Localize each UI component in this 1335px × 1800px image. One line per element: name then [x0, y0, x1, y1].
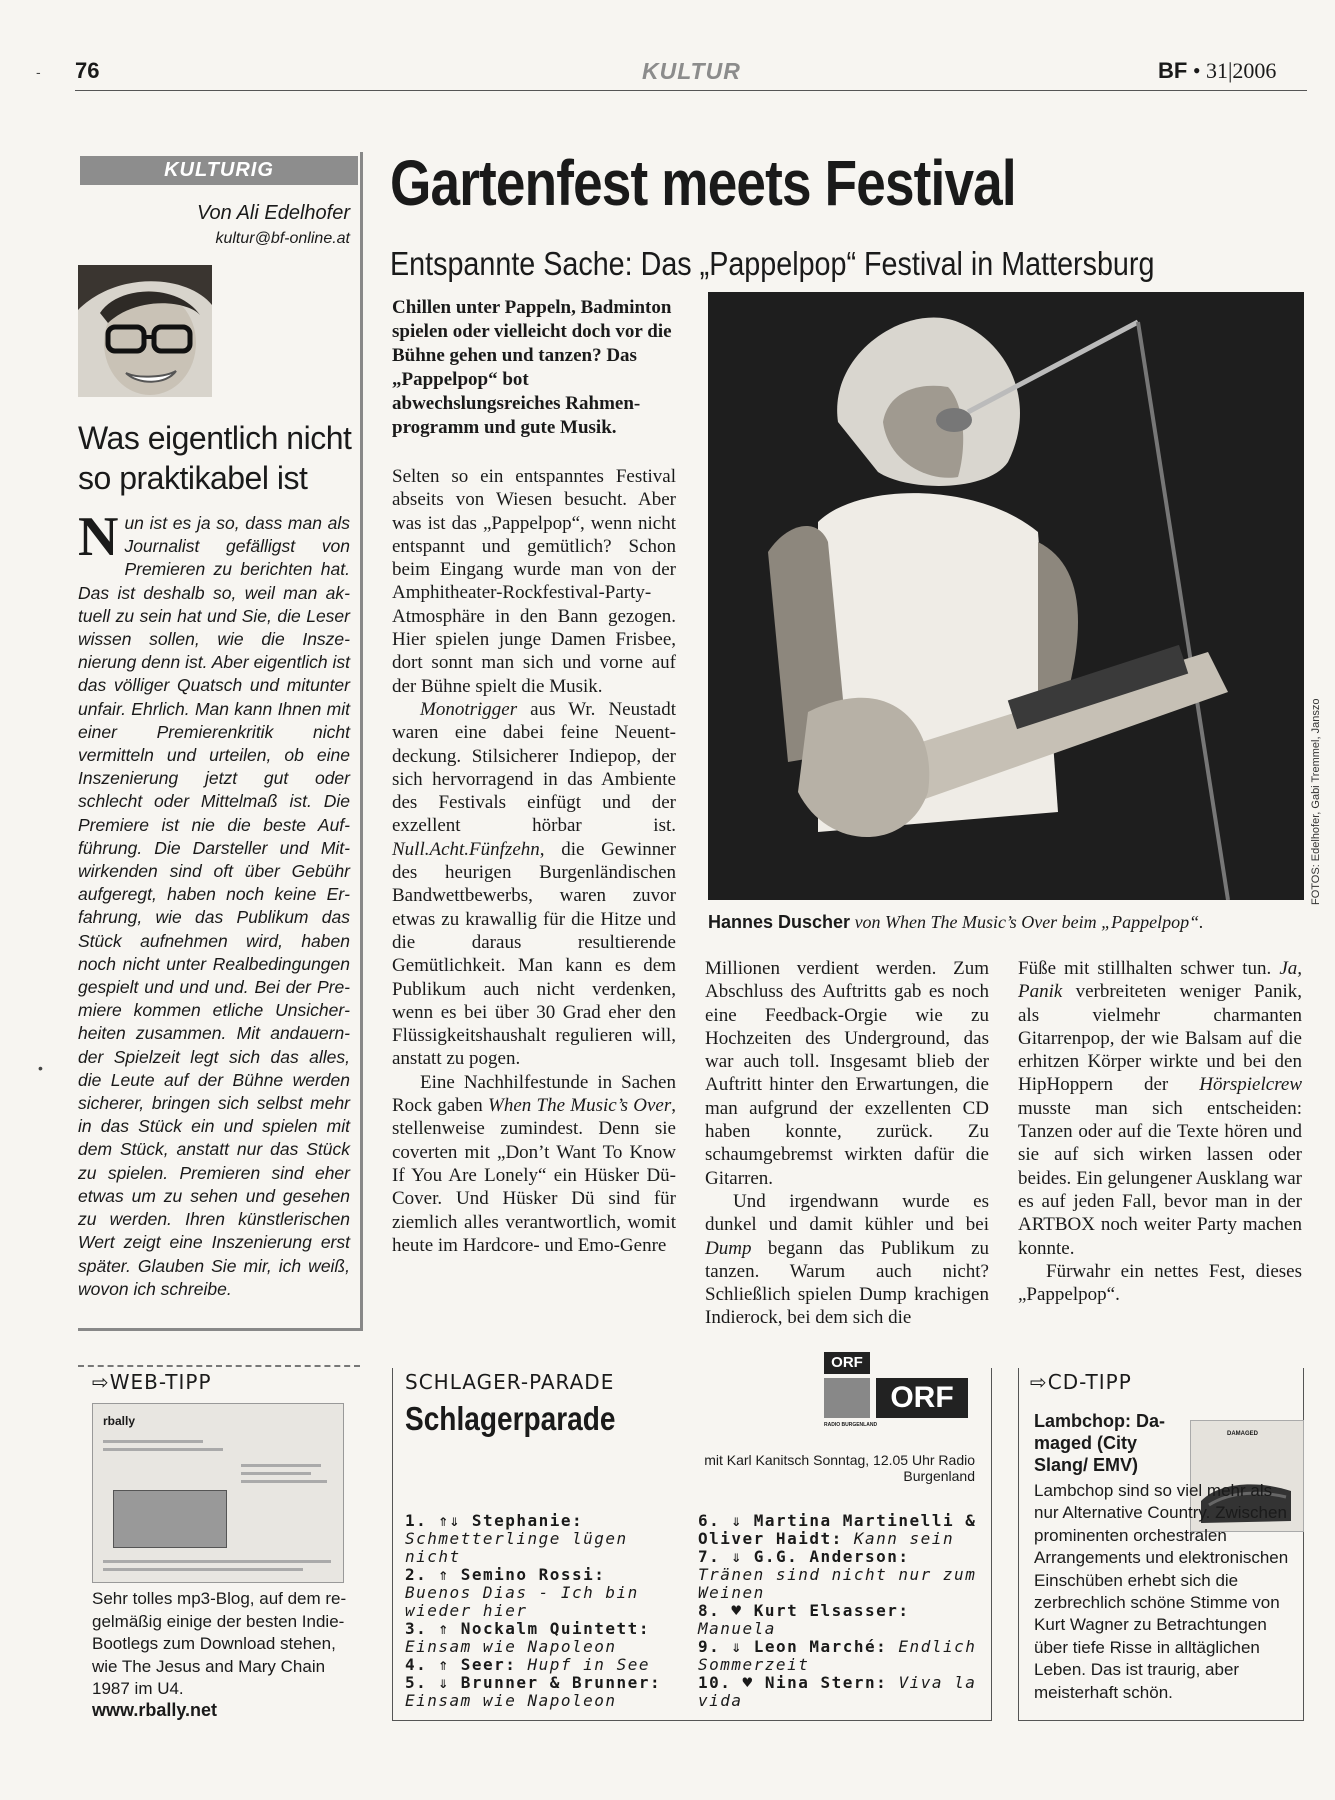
chart-entry-song: Endlich Sommerzeit — [698, 1637, 977, 1674]
section-title: KULTUR — [642, 58, 741, 84]
chart-entry — [405, 1620, 670, 1656]
chart-entry-rank-artist: 3. ⇑ Nockalm Quintett: — [405, 1619, 650, 1638]
article-column-1 — [392, 465, 676, 1257]
chart-entry — [698, 1512, 978, 1548]
trend-icon: ⇓ — [731, 1637, 743, 1656]
cd-tipp-text: Lambchop sind so viel mehr als nur Alternative Country. Zwischen prominenten orchestralen Arrangements und elektronischen Einschüben erhebt sich die zerbrechlich schöne Stimme von Kurt Wagner zu Betrachtungen über tiefe Risse in alltäglichen Leben. Das ist traurig, aber meisterhaft schön. — [1034, 1481, 1289, 1702]
chart-entry-rank-artist: 7. ⇓ G.G. Anderson: — [698, 1547, 910, 1566]
cd-tipp-title: ⇨CD-TIPP — [1030, 1370, 1132, 1394]
schlager-title: Schlagerparade — [405, 1400, 616, 1437]
chart-entry-rank-artist: 4. ⇑ Seer: — [405, 1655, 517, 1674]
photo-credit: FOTOS: Edelhofer, Gabi Tremmel, Janszo — [1310, 698, 1322, 905]
chart-entry — [698, 1674, 978, 1710]
trend-icon: ⇑ — [438, 1655, 450, 1674]
author-email: kultur@bf-online.at — [215, 230, 350, 247]
chart-list-left — [405, 1512, 670, 1710]
paragraph: Monotrigger aus Wr. Neustadt waren eine dabei feine Neuentdeckung. Stilsicherer Indiepop, der sich hervorragend in das Ambiente des Festivals einfügt und der exzellent hörbar ist. Null.Acht.Fünfzehn, die Gewinner des heurigen Burgenländischen Bandwettbewerbs, waren zuvor etwas zu krawallig für die Hitze und die daraus resultierende Gemütlichkeit. Man kann es dem Publikum auch nicht verdenken, wenn es bei über 30 Grad eher den Flüssigkeitshaushalt regulieren will, anstatt zu pogen. — [392, 698, 676, 1070]
chart-entry — [698, 1638, 978, 1674]
chart-entry-rank-artist: 6. ⇓ Martina Martinelli & Oliver Haidt: — [698, 1511, 977, 1548]
header-rule — [75, 90, 1307, 91]
paragraph: Und irgendwann wurde es dunkel und damit kühler und bei Dump begann das Publikum zu tanzen. Warum auch nicht? Schließlich spielen Dump krachigen Indierock, bei dem sich die — [705, 1190, 989, 1329]
chart-entry — [698, 1548, 978, 1602]
trend-icon: ⇑ — [438, 1619, 450, 1638]
paragraph: Millionen verdient werden. Zum Abschluss des Auftritts gab es noch eine Feedback-Orgie wie zu Hochzeiten des Underground, das war auch toll. Insgesamt blieb der Auftritt hinter den Erwartungen, die man aufgrund der exzellenten CD haben konnte, zurück. Zu schaumgebremst wirkten dafür die Gitarren. — [705, 958, 989, 1189]
photo-caption: Hannes Duscher von When The Music’s Over beim „Pappelpop“. — [708, 912, 1204, 932]
orf-logo: ORF ORF RADIO BURGENLAND — [822, 1352, 974, 1440]
author-portrait — [78, 265, 212, 397]
column-body: un ist es ja so, dass man als Journalist gefälligst von Premieren zu berichten hat. Das ist deshalb so, weil man aktuell zu sein hat und Sie, die Leser wissen sollen, wie die Inszenierung denn ist. Aber eigentlich ist das völliger Quatsch und mitunter unfair. Ehrlich. Man kann Ihnen mit einer Premierenkritik nicht vermitteln und urteilen, ob eine Inszenierung jetzt gut oder schlecht oder Mittelmaß ist. Die Premiere ist nie die beste Aufführung. Die Darsteller und Mitwirkenden sind oft über Gebühr aufgeregt, haben noch keine Erfahrung, wie das Publikum das Stück aufnehmen wird, haben noch nicht unter Realbedingungen gespielt und und und. Bei der Premiere kommen etliche Unsicherheiten zusammen. Mit andauernder Spielzeit legt sich das alles, die Leute auf der Bühne werden sicherer, bringen sich selbst mehr in das Stück ein und spielen mit dem Stück, anstatt nur das Stück zu spielen. Premieren sind eher etwas um zu sehen und gesehen zu werden. Ihren künstlerischen Wert zeigt eine Inszenierung erst später. Glauben Sie mir, ich weiß, wovon ich schreibe. — [78, 513, 350, 1299]
chart-entry — [698, 1602, 978, 1638]
chart-entry-song: Tränen sind nicht nur zum Weinen — [698, 1565, 977, 1602]
chart-entry-song: Buenos Dias - Ich bin wieder hier — [405, 1583, 639, 1620]
column-author: Von Ali Edelhofer — [196, 202, 350, 224]
chart-entry-rank-artist: 8. ♥ Kurt Elsasser: — [698, 1601, 910, 1620]
column-headline: Was eigentlich nicht so praktikabel ist — [78, 420, 352, 496]
column-text — [78, 506, 350, 1301]
article-subhead: Entspannte Sache: Das „Pappelpop“ Festival in Mattersburg — [390, 245, 1155, 282]
chart-entry-rank-artist: 9. ⇓ Leon Marché: — [698, 1637, 888, 1656]
bullet-mark: • — [38, 1060, 43, 1076]
issue-number: 31|2006 — [1206, 58, 1277, 83]
drop-cap: N — [78, 506, 119, 568]
web-tipp-text: Sehr tolles mp3-Blog, auf dem regelmäßig einige der besten Indie-Bootlegs zum Download stehen, wie The Jesus and Mary Chain 1987 im U4. — [92, 1589, 347, 1698]
kulturig-label: KULTURIG — [80, 156, 358, 185]
schlager-subtitle: mit Karl Kanitsch Sonntag, 12.05 Uhr Radio Burgenland — [704, 1452, 975, 1484]
web-tipp-url[interactable]: www.rbally.net — [92, 1700, 218, 1720]
chart-entry — [405, 1674, 670, 1710]
chart-entry-rank-artist: 5. ⇓ Brunner & Brunner: — [405, 1673, 662, 1692]
article-column-3 — [1018, 957, 1302, 1306]
concert-photo — [708, 292, 1304, 900]
chart-entry-song: Einsam wie Napoleon — [405, 1637, 617, 1656]
web-tipp-title: ⇨WEB-TIPP — [92, 1370, 212, 1394]
chart-entry-song: Hupf in See — [527, 1655, 650, 1674]
trend-icon: ⇑ — [438, 1565, 450, 1584]
trend-icon: ♥ — [731, 1601, 743, 1620]
band-photo — [113, 1490, 227, 1548]
margin-mark: - — [36, 64, 41, 80]
arrow-icon: ⇨ — [92, 1370, 110, 1394]
page-number: 76 — [75, 58, 100, 83]
trend-icon: ⇑⇓ — [438, 1511, 461, 1530]
chart-entry-song: Einsam wie Napoleon — [405, 1691, 617, 1710]
paragraph: Fürwahr ein nettes Fest, dieses „Pappelpop“. — [1018, 1260, 1302, 1306]
chart-entry — [405, 1566, 670, 1620]
chart-entry-rank-artist: 2. ⇑ Semino Rossi: — [405, 1565, 606, 1584]
article-column-2 — [705, 957, 989, 1330]
cd-album-title: Lambchop: Damaged (City Slang/ EMV) — [1034, 1411, 1166, 1475]
chart-entry-song: Kann sein — [853, 1529, 955, 1548]
article-headline: Gartenfest meets Festival — [390, 147, 1016, 219]
paragraph: Eine Nachhilfestunde in Sachen Rock gaben When The Music’s Over, stellenweise zumindest. Denn sie coverten mit „Don’t Want To Know If You Are Lonely“ ein Hüsker Dü-Cover. Und Hüsker Dü sind für ziemlich alles verantwortlich, womit heute im Hardcore- und Emo-Genre — [392, 1071, 676, 1256]
article-intro: Chillen unter Pappeln, Badminton spielen oder vielleicht doch vor die Bühne gehen und tanzen? Das „Pappelpop“ bot abwechslungsreiches Rahmenprogramm und gute Musik. — [392, 297, 672, 438]
trend-icon: ⇓ — [438, 1673, 450, 1692]
chart-entry-song: Schmetterlinge lügen nicht — [405, 1529, 628, 1566]
album-cover: DAMAGED — [1190, 1420, 1304, 1532]
website-screenshot — [92, 1403, 344, 1583]
schlager-kicker: SCHLAGER-PARADE — [405, 1370, 615, 1394]
issue-info: BF • 31|2006 — [1158, 58, 1277, 83]
trend-icon: ⇓ — [731, 1511, 743, 1530]
chart-list-right — [698, 1512, 978, 1710]
paragraph: Selten so ein entspanntes Festival abseits von Wiesen besucht. Aber was ist das „Pappelpop“, wenn nicht entspannt und gemütlich? Schon beim Eingang wurde man von der Amphitheater-Rockfestival-Party-Atmosphäre in den Bann gezogen. Hier spielen junge Damen Frisbee, dort sonnt man sich und vorne auf der Bühne spielt die Musik. — [392, 466, 676, 697]
chart-entry-song: Viva la vida — [698, 1673, 977, 1710]
chart-entry — [405, 1512, 670, 1566]
chart-entry-song: Manuela — [698, 1619, 776, 1638]
paper-name: BF — [1158, 58, 1188, 83]
chart-entry-rank-artist: 1. ⇑⇓ Stephanie: — [405, 1511, 584, 1530]
trend-icon: ♥ — [742, 1673, 754, 1692]
chart-entry-rank-artist: 10. ♥ Nina Stern: — [698, 1673, 888, 1692]
screenshot-site-name: rbally — [103, 1414, 136, 1428]
chart-entry — [405, 1656, 670, 1674]
arrow-icon: ⇨ — [1030, 1370, 1048, 1394]
trend-icon: ⇓ — [731, 1547, 743, 1566]
paragraph: Füße mit stillhalten schwer tun. Ja, Panik verbreiteten weniger Panik, als vielmehr charmanten Gitarrenpop, der wie Balsam auf die erhitzen Körper wirkte und bei den HipHoppern der Hörspielcrew musste man sich entscheiden: Tanzen oder auf die Texte hören und sie auf sich wirken lassen oder beides. Ein gelungener Ausklang war es auf jeden Fall, bevor man in der ARTBOX noch weiter Party machen konnte. — [1018, 958, 1302, 1259]
